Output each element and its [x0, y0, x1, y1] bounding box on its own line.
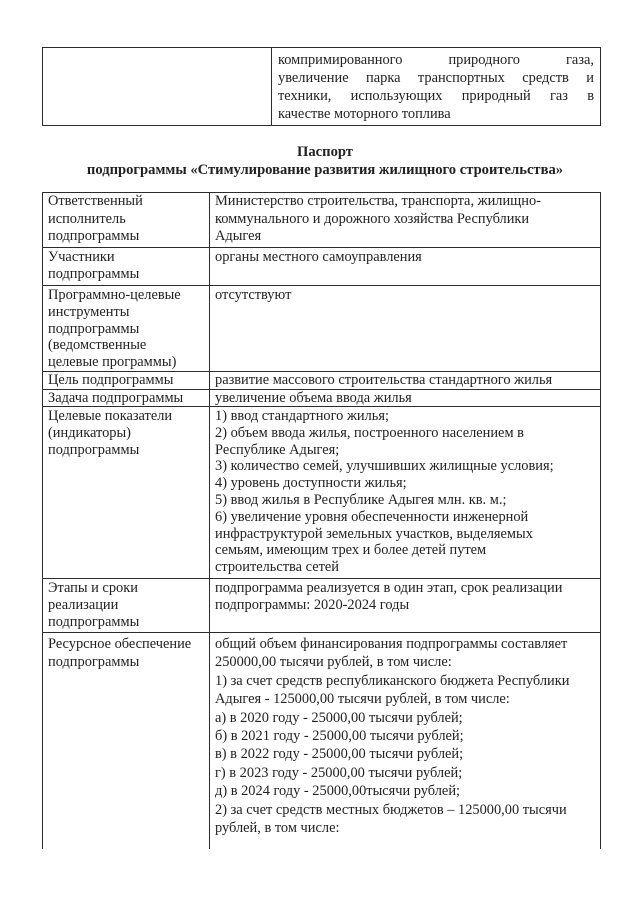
- value-line: рублей, в том числе:: [215, 820, 340, 837]
- passport-row-instruments: [43, 286, 601, 372]
- passport-row-responsible: [43, 193, 601, 248]
- continuation-left-cell: [43, 48, 272, 126]
- row-label-cell: [43, 248, 210, 286]
- row-label-cell: [43, 579, 210, 633]
- value-line: подпрограмма реализуется в один этап, срок реализации: [215, 580, 563, 596]
- label-line: (ведомственные: [48, 337, 147, 354]
- value-line: строительства сетей: [215, 559, 339, 576]
- value-line: Республике Адыгея;: [215, 441, 340, 458]
- value-line: инфраструктурой земельных участков, выделяемых: [215, 525, 533, 542]
- row-value-cell: [210, 390, 601, 407]
- passport-subtitle: подпрограммы «Стимулирование развития жилищного строительства»: [86, 162, 564, 178]
- passport-row-resources: [43, 633, 601, 849]
- label-line: Программно-целевые: [48, 287, 181, 303]
- label-line: подпрограммы: [48, 654, 140, 671]
- row-value-cell: [210, 633, 601, 849]
- value-line: техники, использующих природный газ в: [278, 88, 594, 104]
- label-line: исполнитель: [48, 210, 126, 227]
- value-line: качестве моторного топлива: [278, 106, 451, 122]
- label-line: (индикаторы): [48, 424, 131, 441]
- passport-row-task: [43, 390, 601, 407]
- value-line: 1) за счет средств республиканского бюджета Республики: [215, 672, 570, 689]
- label-line: подпрограммы: [48, 320, 140, 337]
- label-line: подпрограммы: [48, 265, 140, 282]
- value-line: 2) за счет средств местных бюджетов – 125000,00 тысячи: [215, 801, 567, 818]
- row-value-cell: [210, 193, 601, 248]
- label-line: Ресурсное обеспечение: [48, 636, 192, 652]
- value-line: увеличение парка транспортных средств и: [278, 70, 594, 86]
- value-line: 1) ввод стандартного жилья;: [215, 408, 389, 424]
- passport-row-goal: [43, 372, 601, 390]
- passport-title: Паспорт: [297, 144, 353, 160]
- label-line: целевые программы): [48, 354, 177, 371]
- label-line: подпрограммы: [48, 613, 140, 630]
- value-line: д) в 2024 году - 25000,00тысячи рублей;: [215, 783, 461, 800]
- row-label-cell: [43, 193, 210, 248]
- value-line: Адыгея - 125000,00 тысячи рублей, в том числе:: [215, 691, 510, 708]
- passport-row-indicators: [43, 407, 601, 579]
- label-line: Этапы и сроки: [48, 580, 138, 596]
- passport-table: [42, 192, 601, 849]
- value-line: общий объем финансирования подпрограммы составляет: [215, 636, 568, 652]
- value-line: подпрограммы: 2020-2024 годы: [215, 596, 410, 613]
- label-line: инструменты: [48, 303, 130, 320]
- value-line: а) в 2020 году - 25000,00 тысячи рублей;: [215, 709, 463, 726]
- row-value-cell: [210, 407, 601, 579]
- label-line: Ответственный: [48, 193, 143, 209]
- label-line: Задача подпрограммы: [48, 390, 184, 406]
- label-line: подпрограммы: [48, 228, 140, 245]
- passport-row-stages: [43, 579, 601, 633]
- value-line: компримированного природного газа,: [278, 52, 594, 68]
- value-line: коммунального и дорожного хозяйства Республики: [215, 210, 530, 227]
- value-line: Адыгея: [215, 228, 262, 245]
- row-value-cell: [210, 286, 601, 372]
- label-line: Участники: [48, 249, 115, 265]
- value-line: б) в 2021 году - 25000,00 тысячи рублей;: [215, 728, 464, 745]
- value-line: семьям, имеющим трех и более детей путем: [215, 542, 487, 559]
- value-line: 4) уровень доступности жилья;: [215, 475, 407, 492]
- value-line: 6) увеличение уровня обеспеченности инженерной: [215, 508, 529, 525]
- value-line: отсутствуют: [215, 287, 292, 303]
- value-line: 3) количество семей, улучшивших жилищные условия;: [215, 458, 554, 475]
- value-line: органы местного самоуправления: [215, 249, 422, 265]
- value-line: г) в 2023 году - 25000,00 тысячи рублей;: [215, 764, 463, 781]
- label-line: подпрограммы: [48, 441, 140, 458]
- row-label-cell: [43, 286, 210, 372]
- row-value-cell: [210, 248, 601, 286]
- value-line: развитие массового строительства стандартного жилья: [215, 372, 553, 388]
- row-label-cell: [43, 372, 210, 390]
- value-line: 5) ввод жилья в Республике Адыгея млн. кв. м.;: [215, 491, 507, 508]
- row-label-cell: [43, 390, 210, 407]
- value-line: в) в 2022 году - 25000,00 тысячи рублей;: [215, 746, 464, 763]
- continuation-row: [43, 48, 601, 126]
- row-value-cell: [210, 579, 601, 633]
- label-line: Цель подпрограммы: [48, 372, 174, 388]
- label-line: Целевые показатели: [48, 408, 173, 424]
- value-line: 2) объем ввода жилья, построенного населением в: [215, 424, 524, 441]
- value-line: 250000,00 тысячи рублей, в том числе:: [215, 654, 452, 671]
- passport-heading: [42, 143, 608, 179]
- row-label-cell: [43, 633, 210, 849]
- continuation-right-cell: [272, 48, 601, 126]
- value-line: Министерство строительства, транспорта, жилищно-: [215, 193, 541, 209]
- row-value-cell: [210, 372, 601, 390]
- value-line: увеличение объема ввода жилья: [215, 390, 412, 406]
- row-label-cell: [43, 407, 210, 579]
- label-line: реализации: [48, 596, 119, 613]
- continuation-table: [42, 47, 601, 126]
- passport-row-participants: [43, 248, 601, 286]
